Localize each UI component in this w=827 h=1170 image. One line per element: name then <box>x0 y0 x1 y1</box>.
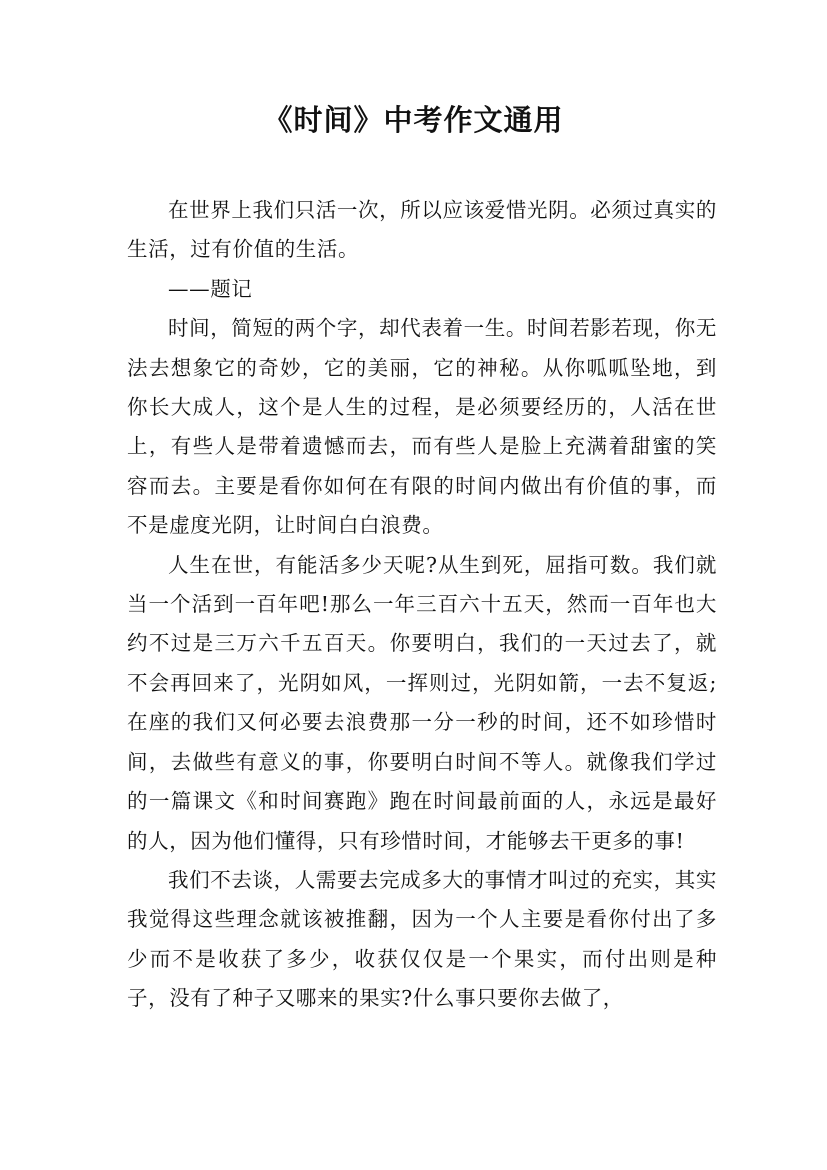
paragraph-epigraph: 在世界上我们只活一次，所以应该爱惜光阴。必须过真实的生活，过有价值的生活。 <box>127 198 717 262</box>
document-title: 《时间》中考作文通用 <box>263 103 564 137</box>
document-body <box>127 191 717 1019</box>
paragraph-3: 我们不去谈，人需要去完成多大的事情才叫过的充实，其实我觉得这些理念就该被推翻，因为一个人主要是看你付出了多少而不是收获了多少，收获仅仅是一个果实，而付出则是种子，没有了种子又哪来的果实?什么事只要你去做了， <box>127 867 717 1011</box>
paragraph-epigraph-attribution: ——题记 <box>168 276 253 301</box>
paragraph-1: 时间，简短的两个字，却代表着一生。时间若影若现，你无法去想象它的奇妙，它的美丽，它的神秘。从你呱呱坠地，到你长大成人，这个是人生的过程，是必须要经历的，人活在世上，有些人是带着遗憾而去，而有些人是脸上充满着甜蜜的笑容而去。主要是看你如何在有限的时间内做出有价值的事，而不是虚度光阴，让时间白白浪费。 <box>127 316 717 538</box>
paragraph-2: 人生在世，有能活多少天呢?从生到死，屈指可数。我们就当一个活到一百年吧!那么一年三百六十五天，然而一百年也大约不过是三万六千五百天。你要明白，我们的一天过去了，就不会再回来了，光阴如风，一挥则过，光阴如箭，一去不复返;在座的我们又何必要去浪费那一分一秒的时间，还不如珍惜时间，去做些有意义的事，你要明白时间不等人。就像我们学过的一篇课文《和时间赛跑》跑在时间最前面的人，永远是最好的人，因为他们懂得，只有珍惜时间，才能够去干更多的事! <box>127 552 717 853</box>
